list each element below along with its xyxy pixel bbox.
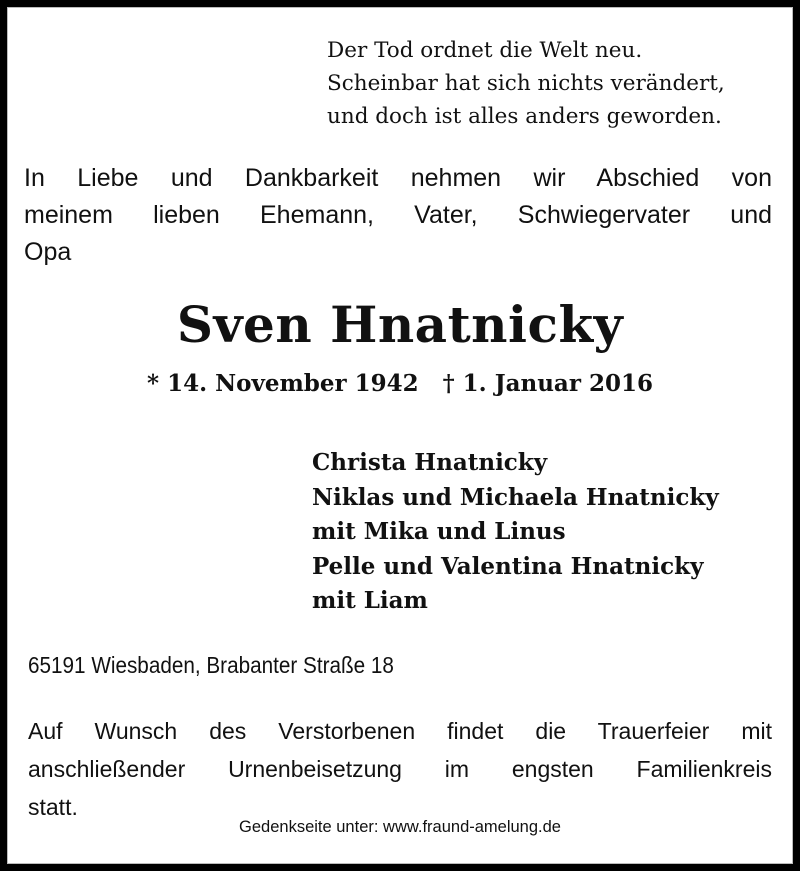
motto-line: Scheinbar hat sich nichts verändert, [327, 71, 725, 96]
intro-line: In Liebe und Dankbarkeit nehmen wir Abschied von [24, 164, 772, 192]
memorial-page-link: Gedenkseite unter: www.fraund-amelung.de [239, 818, 561, 836]
mourners-list [312, 446, 719, 619]
address: 65191 Wiesbaden, Brabanter Straße 18 [28, 652, 394, 678]
mourner-line: mit Mika und Linus [312, 518, 566, 545]
intro-line: meinem lieben Ehemann, Vater, Schwiegervater und [24, 201, 772, 229]
motto-line: Der Tod ordnet die Welt neu. [327, 38, 643, 63]
funeral-notice [28, 712, 772, 826]
death-date: † 1. Januar 2016 [442, 370, 653, 397]
notice-line: Auf Wunsch des Verstorbenen findet die Trauerfeier mit [28, 718, 772, 744]
motto-line: und doch ist alles anders geworden. [327, 104, 722, 129]
mourner-line: mit Liam [312, 587, 428, 614]
deceased-name: Sven Hnatnicky [176, 295, 624, 354]
mourner-line: Pelle und Valentina Hnatnicky [312, 552, 704, 580]
intro-line: Opa [24, 238, 72, 266]
mourner-line: Christa Hnatnicky [312, 449, 548, 476]
birth-date: * 14. November 1942 [147, 370, 419, 397]
motto-quote [327, 34, 725, 133]
life-dates [0, 370, 800, 397]
notice-line: anschließender Urnenbeisetzung im engsten Familienkreis [28, 756, 772, 782]
mourner-line: Niklas und Michaela Hnatnicky [312, 483, 719, 511]
intro-paragraph [24, 160, 772, 271]
notice-line: statt. [28, 794, 78, 820]
